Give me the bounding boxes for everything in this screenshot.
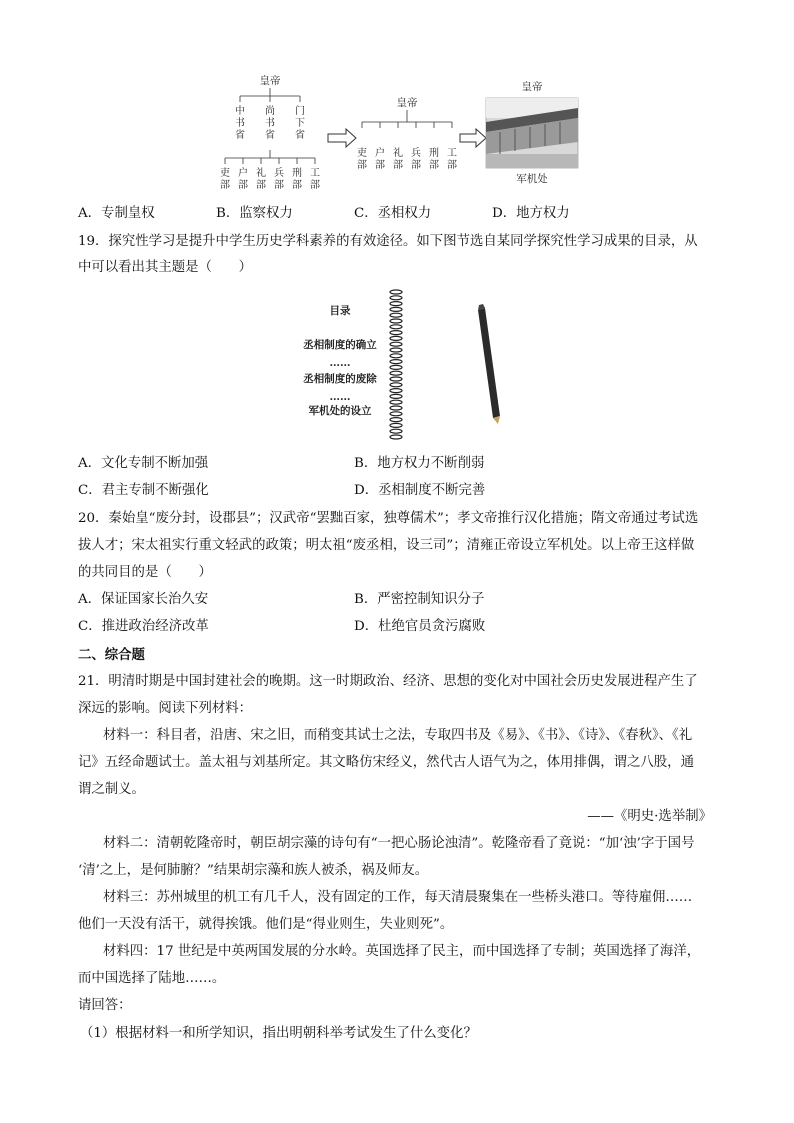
ministry-label bbox=[310, 167, 320, 191]
q21-stem-line2: 深远的影响。阅读下列材料： bbox=[78, 701, 253, 716]
svg-text:兵部: 兵部 bbox=[274, 168, 284, 191]
q18-option-a[interactable]: A．专制皇权 bbox=[78, 206, 155, 221]
q20-option-b[interactable]: B．严密控制知识分子 bbox=[354, 592, 485, 607]
ministry-label bbox=[292, 166, 302, 191]
q19-notebook-figure bbox=[290, 288, 510, 444]
svg-text:门下省: 门下省 bbox=[295, 106, 305, 141]
material1-line1: 材料一：科目者，沿唐、宋之旧，而稍变其试士之法，专取四书及《易》、《书》、《诗》、《春秋》、《礼 bbox=[103, 728, 693, 743]
svg-text:中书省: 中书省 bbox=[235, 106, 245, 141]
q20-stem-line1: 20．秦始皇“废分封，设郡县”；汉武帝“罢黜百家，独尊儒术”；孝文帝推行汉化措施；隋文帝通过考试选 bbox=[78, 511, 699, 526]
q18-option-c[interactable]: C．丞相权力 bbox=[354, 206, 432, 221]
mid-six-ministries bbox=[357, 122, 457, 171]
ministry-label bbox=[411, 146, 421, 171]
ministry-label bbox=[393, 146, 403, 171]
ministry-label bbox=[429, 146, 439, 171]
toc-item: 丞相制度的废除 bbox=[303, 373, 377, 385]
left-emperor-label: 皇帝 bbox=[259, 75, 281, 87]
dept-menxia bbox=[295, 104, 305, 141]
material2-line2: ‘清’之上，是何肺腑？”结果胡宗藻和族人被杀，祸及师友。 bbox=[78, 863, 429, 878]
q20-option-d[interactable]: D．杜绝官员贪污腐败 bbox=[354, 619, 486, 634]
ministry-label bbox=[375, 146, 385, 171]
ministry-label bbox=[238, 166, 248, 191]
answer-prompt: 请回答： bbox=[78, 998, 132, 1013]
material1-source: ——《明史·选举制》 bbox=[587, 809, 712, 824]
q20-stem-line3: 的共同目的是（ ） bbox=[78, 565, 212, 580]
q19-stem-line2: 中可以看出其主题是（ ） bbox=[78, 260, 253, 275]
mid-emperor-label: 皇帝 bbox=[396, 97, 418, 109]
q19-stem-line1: 19．探究性学习是提升中学生历史学科素养的有效途径。如下图节选自某同学探究性学习成果的目录，从 bbox=[78, 234, 698, 249]
material4-line1: 材料四：17 世纪是中英两国发展的分水岭。英国选择了民主，而中国选择了专制；英国选择了海洋， bbox=[103, 944, 701, 959]
dept-zhongshu bbox=[235, 104, 245, 141]
material4-line2: 而中国选择了陆地……。 bbox=[78, 971, 226, 986]
svg-text:礼部: 礼部 bbox=[393, 148, 403, 171]
left-top-departments bbox=[235, 104, 305, 141]
svg-text:吏部: 吏部 bbox=[220, 168, 230, 191]
q19-option-b[interactable]: B．地方权力不断削弱 bbox=[354, 456, 485, 471]
section-title: 二、综合题 bbox=[78, 647, 145, 663]
svg-text:户部: 户部 bbox=[375, 148, 385, 171]
svg-text:户部: 户部 bbox=[238, 168, 248, 191]
toc-item: 军机处的设立 bbox=[308, 405, 372, 417]
ministry-label bbox=[447, 147, 457, 171]
ministry-label bbox=[220, 166, 230, 191]
material2-line1: 材料二：清朝乾隆帝时，朝臣胡宗藻的诗句有“一把心肠论浊清”。乾隆帝看了竟说：“加‘浊’字于国号 bbox=[103, 836, 695, 851]
dept-shangshu bbox=[265, 104, 275, 141]
svg-text:礼部: 礼部 bbox=[256, 168, 266, 191]
ministry-label bbox=[357, 146, 367, 171]
arrow-right-icon bbox=[328, 129, 356, 147]
pencil-icon bbox=[478, 304, 500, 424]
svg-text:工部: 工部 bbox=[447, 148, 457, 171]
left-six-ministries bbox=[220, 158, 320, 191]
q19-option-c[interactable]: C．君主专制不断强化 bbox=[78, 483, 209, 498]
right-emperor-label: 皇帝 bbox=[521, 81, 543, 93]
svg-text:刑部: 刑部 bbox=[292, 168, 302, 191]
q19-option-d[interactable]: D．丞相制度不断完善 bbox=[354, 483, 486, 498]
material3-line2: 他们一天没有活干，就得挨饿。他们是“得业则生，失业则死”。 bbox=[78, 917, 454, 932]
junjichu-photo bbox=[486, 98, 578, 168]
q18-figure bbox=[210, 72, 590, 200]
q20-option-a[interactable]: A．保证国家长治久安 bbox=[78, 592, 209, 607]
q19-option-a[interactable]: A．文化专制不断加强 bbox=[78, 456, 209, 471]
q20-stem-line2: 拔人才；宋太祖实行重文轻武的政策；明太祖“废丞相，设三司”；清雍正帝设立军机处。以上帝王这样做 bbox=[78, 538, 695, 553]
q21-stem-line1: 21．明清时期是中国封建社会的晚期。这一时期政治、经济、思想的变化对中国社会历史发展进程产生了 bbox=[78, 674, 698, 689]
svg-text:尚书省: 尚书省 bbox=[265, 106, 275, 141]
q21-subquestion-1: （1）根据材料一和所学知识，指出明朝科举考试发生了什么变化？ bbox=[80, 1026, 477, 1041]
toc-title: 目录 bbox=[329, 305, 351, 317]
toc-item: 丞相制度的确立 bbox=[303, 339, 377, 351]
svg-text:工部: 工部 bbox=[310, 168, 320, 191]
svg-text:兵部: 兵部 bbox=[411, 148, 421, 171]
toc-ellipsis: …… bbox=[329, 357, 351, 369]
material1-line3: 谓之制义。 bbox=[78, 782, 145, 797]
svg-text:刑部: 刑部 bbox=[429, 148, 439, 171]
toc-ellipsis: …… bbox=[329, 391, 351, 403]
svg-text:吏部: 吏部 bbox=[357, 148, 367, 171]
material3-line1: 材料三：苏州城里的机工有几千人，没有固定的工作，每天清晨聚集在一些桥头港口。等待雇佣…… bbox=[103, 890, 693, 905]
ministry-label bbox=[256, 166, 266, 191]
q18-option-d[interactable]: D．地方权力 bbox=[492, 206, 570, 221]
junjichu-caption: 军机处 bbox=[516, 173, 548, 185]
arrow-right-icon bbox=[460, 129, 486, 147]
ministry-label bbox=[274, 166, 284, 191]
q20-option-c[interactable]: C．推进政治经济改革 bbox=[78, 619, 209, 634]
q18-option-b[interactable]: B．监察权力 bbox=[216, 206, 293, 221]
material1-line2: 记》五经命题试士。盖太祖与刘基所定。其文略仿宋经义，然代古人语气为之，体用排偶，谓之八股，通 bbox=[78, 755, 694, 770]
